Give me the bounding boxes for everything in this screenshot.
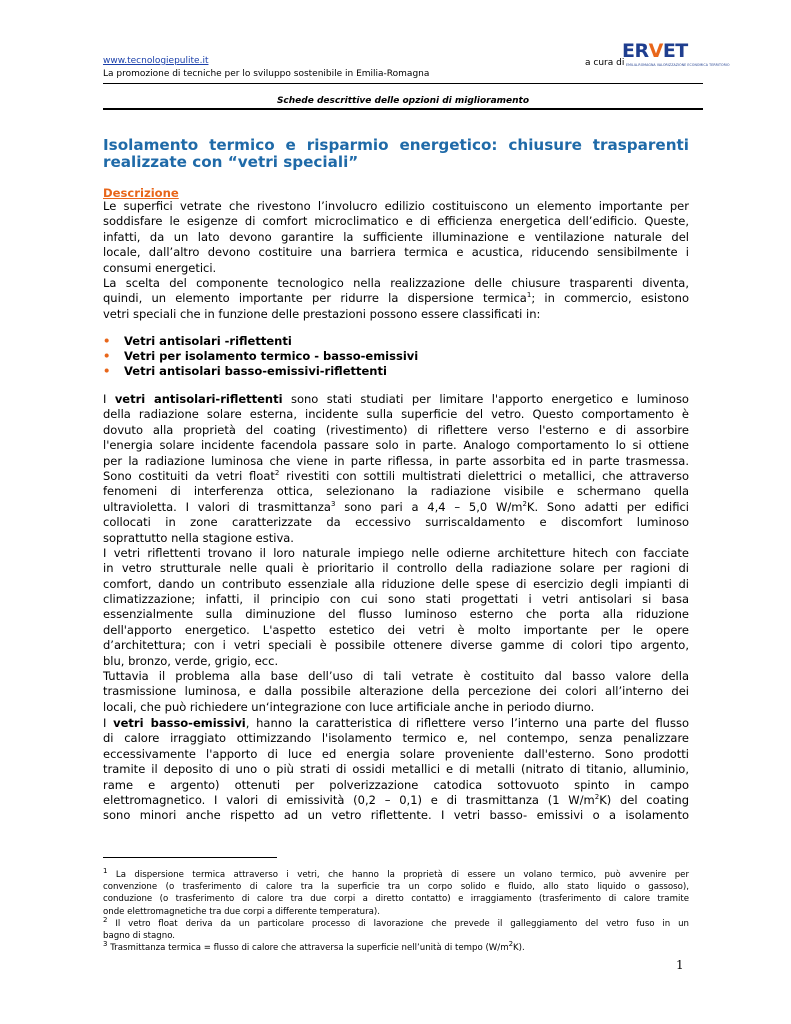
text-line: della radiazione solare esterna, incidente sulla superficie del vetro. Questo comportamento è bbox=[103, 407, 689, 422]
text-line: La scelta del componente tecnologico nella realizzazione delle chiusure trasparenti diventa, bbox=[103, 275, 689, 290]
text-line: vetri speciali che in funzione delle prestazioni possono essere classificati in: bbox=[103, 306, 541, 321]
website-link[interactable]: www.tecnologiepulite.it bbox=[103, 56, 209, 66]
footnote-3: $^3$ Trasmittanza termica = flusso di calore che attraversa la superficie nell’unità di tempo $(W/m^2K)$. bbox=[103, 940, 525, 954]
text-line: ultravioletta. I valori di trasmittanza$^3$ sono pari a 4,4 – 5,0 $W/m^2K$. Sono adatti per edifici bbox=[103, 499, 689, 514]
ervet-logo bbox=[622, 40, 730, 70]
text-line: per la radiazione luminosa che viene in parte riflessa, in parte assorbita ed in parte trasmessa. bbox=[103, 453, 689, 468]
footnote-2: $^2$ Il vetro float deriva da un particolare processo di lavorazione che prevede il galleggiamento del vetro fuso in un bbox=[103, 915, 689, 929]
text-line: convenzione (o trasferimento di calore tra la superficie tra un corpo solido e fluido, allo stato liquido o gassoso), bbox=[103, 882, 689, 893]
text-line: in vetro strutturale nelle quali è prioritario il controllo della radiazione solare per ragioni di bbox=[103, 561, 689, 576]
section-banner: Schede descrittive delle opzioni di miglioramento bbox=[276, 96, 530, 106]
text-line: blu, bronzo, verde, grigio, ecc. bbox=[103, 653, 279, 668]
paragraph-riflettenti bbox=[103, 392, 689, 715]
bullet-dot-icon: • bbox=[103, 364, 111, 378]
text-line: soprattutto nella stagione estiva. bbox=[103, 530, 294, 545]
text-line: conduzione (o trasferimento di calore tra due corpi a diretto contatto) e irraggiamento (trasferimento di calore tramite bbox=[103, 894, 689, 905]
paragraph-intro bbox=[103, 199, 689, 322]
text-line: d’architettura; con i vetri speciali è possibile ottenere diverse gamme di colori tipo argento, bbox=[103, 638, 689, 653]
text-line: trasmissione luminosa, e dalla possibile alterazione della percezione dei colori all’interno dei bbox=[103, 684, 689, 699]
text-line: bagno di stagno. bbox=[103, 930, 176, 941]
text-line: fenomeni di interferenza ottica, selezionano la radiazione visibile e schermano quella bbox=[103, 484, 689, 499]
text-line: Tuttavia il problema alla base dell’uso di tali vetrate è costituito dal basso valore della bbox=[103, 669, 689, 684]
title-line-2: realizzate con “vetri speciali” bbox=[103, 153, 359, 171]
header-rule bbox=[103, 83, 703, 84]
title-line-1: Isolamento termico e risparmio energetico: chiusure trasparenti bbox=[103, 136, 689, 154]
logo-wordmark: ERVET bbox=[622, 40, 688, 62]
descrizione-heading: Descrizione bbox=[103, 186, 179, 200]
text-line: locali, che può richiedere un‘integrazione con luce artificiale anche in periodo diurno. bbox=[103, 699, 595, 714]
text-line: essenzialmente sulla diminuzione del flusso luminoso esterno che porta alla riduzione bbox=[103, 607, 689, 622]
text-line: elettromagnetico. I valori di emissività (0,2 – 0,1) e di trasmittanza (1 $W/m^2K$) del coating bbox=[103, 792, 689, 807]
text-line: consumi energetici. bbox=[103, 260, 217, 275]
text-line: soddisfare le esigenze di comfort microclimatico e di efficienza energetica dell’edificio. Queste, bbox=[103, 214, 689, 229]
footnotes bbox=[103, 869, 689, 954]
page-number: 1 bbox=[676, 958, 684, 972]
text-line: infatti, da un lato devono garantire la sufficiente illuminazione e ventilazione naturale del bbox=[103, 229, 689, 244]
text-line: sono minori anche rispetto ad un vetro riflettente. I vetri basso- emissivi o a isolamento bbox=[103, 808, 689, 823]
text-line: climatizzazione; infatti, il principio con cui sono stati progettati i vetri antisolari si basa bbox=[103, 592, 689, 607]
footnote-1: $^1$ La dispersione termica attraverso i vetri, che hanno la proprietà di essere un volano termico, può avvenire per bbox=[103, 867, 689, 880]
banner-rule bbox=[103, 108, 703, 110]
footnote-ref[interactable]: 2 bbox=[274, 469, 280, 478]
text-line: Sono costituiti da vetri float$^2$ rivestiti con sottili multistrati dielettrici o metallici, che attraverso bbox=[103, 468, 690, 483]
text-line: quindi, un elemento importante per ridurre la dispersione termica$^1$; in commercio, esistono bbox=[103, 291, 689, 306]
bullet-dot-icon: • bbox=[103, 334, 111, 348]
footnote-ref[interactable]: 3 bbox=[330, 499, 336, 508]
text-line: comfort, dando un contributo essenziale alla riduzione delle spese di esercizio degli impianti di bbox=[103, 576, 689, 591]
text-line: di calore irraggiato ottimizzando l'isolamento termico e, nel contempo, senza penalizzare bbox=[103, 731, 689, 746]
text-line: locale, dall’altro devono costituire una barriera termica e acustica, riducendo sensibilmente i bbox=[103, 245, 689, 260]
bullet-dot-icon: • bbox=[103, 349, 111, 363]
text-line: Le superfici vetrate che rivestono l’involucro edilizio costituiscono un elemento importante per bbox=[103, 199, 689, 213]
text-line: rame e argento) ottenuti per polverizzazione catodica sottovuoto spinto in campo bbox=[103, 777, 689, 792]
footnote-ref[interactable]: 1 bbox=[526, 291, 532, 300]
text-line: I vetri antisolari-riflettenti sono stati studiati per limitare l'apporto energetico e luminoso bbox=[103, 392, 689, 406]
text-line: l'energia solare incidente facendola passare solo in parte. Analogo comportamento lo si ottiene bbox=[103, 438, 689, 453]
text-line: collocati in zone caratterizzate da eccessivo surriscaldamento e discomfort luminoso bbox=[103, 515, 689, 530]
text-line: dell'apporto energetico. L'aspetto estetico dei vetri è molto importante per le opere bbox=[103, 622, 689, 637]
paragraph-basso-emissivi bbox=[103, 716, 689, 824]
a-cura-di-label: a cura di bbox=[585, 58, 625, 68]
text-line: eccessivamente l'apporto di luce ed energia solare proveniente dall'esterno. Sono prodotti bbox=[103, 746, 689, 761]
text-line: onde elettromagnetiche tra due corpi a differente temperatura). bbox=[103, 906, 380, 917]
text-line: I vetri basso-emissivi, hanno la caratteristica di riflettere verso l’interno una parte del flusso bbox=[103, 716, 689, 730]
text-line: I vetri riflettenti trovano il loro naturale impiego nelle odierne architetture hitech con facciate bbox=[103, 545, 689, 560]
page-title bbox=[103, 137, 689, 171]
header-subtitle: La promozione di tecniche per lo sviluppo sostenibile in Emilia-Romagna bbox=[103, 69, 430, 79]
logo-tagline: EMILIA-ROMAGNA VALORIZZAZIONE ECONOMICA TERRITORIO bbox=[626, 63, 730, 67]
footnote-separator bbox=[103, 857, 277, 858]
text-line: dovuto alla proprietà del coating (rivestimento) di riflettere verso l'esterno e di assorbire bbox=[103, 422, 689, 437]
text-line: tramite il deposito di uno o più strati di ossidi metallici e di metalli (nitrato di titanio, alluminio, bbox=[103, 762, 689, 777]
